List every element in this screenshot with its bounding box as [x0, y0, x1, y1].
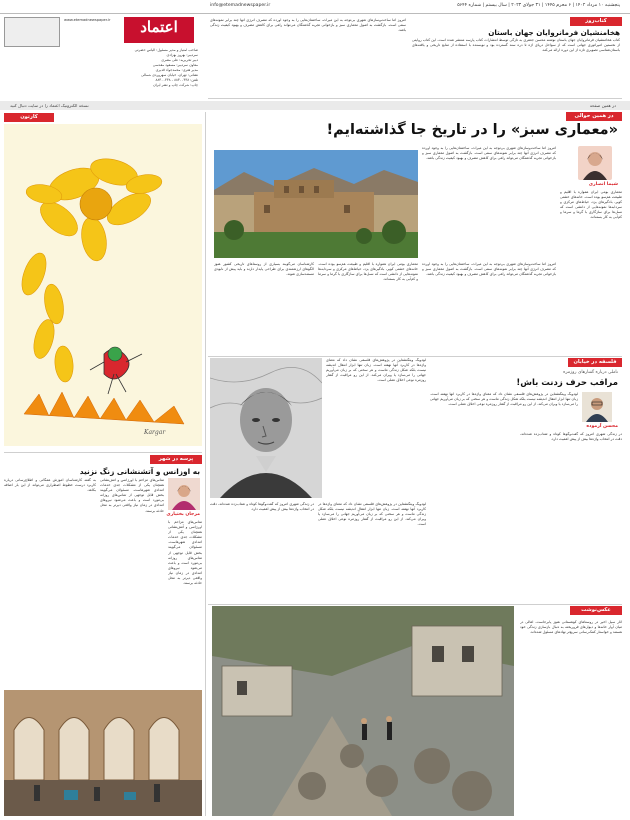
credit-line: دبیر تحریریه: علی مصری: [161, 58, 198, 62]
credit-line: معاون سردبیر: مسعود مقدسی: [152, 63, 198, 67]
newspaper-logo[interactable]: اعتماد: [140, 18, 178, 36]
credit-line: تلفن: ۸۸۳۰۰۴۳۸ - ۸۸۳۰۰۴۳۸: [155, 78, 198, 82]
cartoon-signature: Kargar: [144, 429, 166, 436]
top-bar: [0, 0, 630, 14]
column-rule: [205, 112, 206, 816]
photo-story-body: آثار سیل اخیر در روستاهای کوهستانی هنوز پابرجاست. اهالی در میان آوار خانه‌ها و دیوارهای فروریخته به دنبال بازسازی زندگی خود هستند و خواستار کمک‌رسانی سریع‌تر نهادهای مسئول شده‌اند.: [520, 620, 622, 635]
columnist-photo: [582, 392, 612, 422]
front-page-thumbnail[interactable]: [4, 17, 60, 47]
feature-body-4: معماری بومی ایران همواره با اقلیم و طبیعت هم‌سو بوده است. خانه‌های خشتی کویر، بادگیرهای یزد، حیاط‌های مرکزی و سردابه‌ها نمونه‌هایی از دانشی است که نسل‌ها برای سازگاری با گرما و سرما و کم‌آبی به کار بسته‌اند.: [318, 262, 418, 282]
issue-date: پنجشنبه ۱۰ مرداد ۱۴۰۲ | ۶ محرم ۱۴۴۵ | ۳۱ جولای ۲۰۲۳ | سال بیستم | شماره ۵۶۴۴: [457, 3, 620, 8]
issue-bar: [0, 101, 630, 110]
credit-line: سردبیر: بهروز بهزادی: [166, 53, 198, 57]
divider: [4, 452, 202, 453]
flood-photo: [212, 606, 514, 816]
feature-tag: در همین حوالی: [566, 112, 622, 121]
column-body-4: در زندگی شهری امروز که گفت‌وگوها کوتاه و شتاب‌زده شده‌اند، دقت در انتخاب واژه‌ها بیش از پیش اهمیت دارد.: [210, 502, 314, 512]
column-author: محسن آزموده: [586, 424, 618, 429]
column-kicker: تاملی درباره گفتارهای روزمره: [563, 370, 618, 375]
city-author-photo: [168, 478, 200, 510]
photo-story-tag: عکس‌نوشت: [570, 606, 622, 615]
email-link[interactable]: info@etemadnewspaper.ir: [210, 3, 271, 8]
portrait-photo: [210, 358, 322, 498]
website-link[interactable]: www.etemadnewspaper.ir: [64, 18, 111, 22]
author-portrait: [578, 146, 612, 180]
credit-line: چاپ: شرکت چاپ و نشر ایران: [153, 83, 198, 87]
column-body-3: لودویگ ویتگنشتاین در پژوهش‌های فلسفی نشان داد که معنای واژه‌ها در کاربرد آنها نهفته است. زبان تنها ابزار انتقال اندیشه نیست بلکه شکل زندگی ماست و هر سخنی که بر زبان می‌آوریم جهانی را می‌سازد یا ویران می‌کند. از این رو مراقبت از گفتار روزمره نوعی اخلاق عملی است.: [326, 358, 426, 383]
masthead: [0, 14, 200, 100]
city-tag: پرسه در شهر: [150, 455, 202, 464]
feature-body-2: امروز اما ساخت‌وسازهای شهری بی‌توجه به این میراث، ساختمان‌هایی را به وجود آورده که مصرف انرژی آنها چند برابر نمونه‌های سنتی است. بازگشت به اصول معماری سبز و بازخوانی تجربه گذشتگان می‌تواند راهی برای کاهش مصرف و بهبود کیفیت زندگی باشد.: [422, 146, 556, 161]
wittgenstein-portrait: [210, 358, 322, 498]
city-body: تماس‌های مزاحم با اورژانس و آتش‌نشانی همچنان یکی از مشکلات جدی خدمات امدادی شهرهاست. مسئولان می‌گویند بخش قابل توجهی از تماس‌های روزانه بی‌مورد است و باعث می‌شود نیروهای امدادی در زمان نیاز واقعی دیرتر به محل حادثه برسند.: [100, 478, 164, 513]
city-body-2: به گفته کارشناسان آموزش همگانی و اطلاع‌رسانی درباره کاربرد درست خطوط اضطراری می‌تواند از این بار اضافه بکاهد.: [4, 478, 96, 493]
credit-line: نشانی: تهران، خیابان سهروردی شمالی: [141, 73, 198, 77]
divider: [208, 604, 622, 605]
issue-bar-right: در همین صفحه: [589, 103, 616, 108]
masthead-credits: [64, 48, 198, 88]
column-tag: فلسفه در خیابان: [568, 358, 622, 367]
bazaar-arches-photo: [4, 690, 202, 816]
feature-headline: «معماری سبز» را در تاریخ جا گذاشته‌ایم!: [326, 122, 618, 138]
city-body-3: تماس‌های مزاحم با اورژانس و آتش‌نشانی همچنان یکی از مشکلات جدی خدمات امدادی شهرهاست. مسئولان می‌گویند بخش قابل توجهی از تماس‌های روزانه بی‌مورد است و باعث می‌شود نیروهای امدادی در زمان نیاز واقعی دیرتر به محل حادثه برسند.: [168, 520, 202, 586]
column-headline: مراقب حرف زدنت باش!: [516, 378, 618, 388]
feature-body-5: امروز اما ساخت‌وسازهای شهری بی‌توجه به این میراث، ساختمان‌هایی را به وجود آورده که مصرف انرژی آنها چند برابر نمونه‌های سنتی است. بازگشت به اصول معماری سبز و بازخوانی تجربه گذشتگان می‌تواند راهی برای کاهش مصرف و بهبود کیفیت زندگی باشد.: [422, 262, 556, 277]
city-headline: به اوزانس و آتشنشانی زنگ نزنید: [79, 467, 200, 476]
column-body: لودویگ ویتگنشتاین در پژوهش‌های فلسفی نشان داد که معنای واژه‌ها در کاربرد آنها نهفته است. زبان تنها ابزار انتقال اندیشه نیست بلکه شکل زندگی ماست و هر سخنی که بر زبان می‌آوریم جهانی را می‌سازد یا ویران می‌کند. از این رو مراقبت از گفتار روزمره نوعی اخلاق عملی است.: [430, 392, 578, 407]
issue-bar-left: نسخه الکترونیک اعتماد را در سایت دنبال کنید: [10, 103, 89, 108]
divider: [208, 98, 622, 99]
credit-line: مدیر هنری: محمدجواد قدیری: [155, 68, 198, 72]
credit-line: صاحب امتیاز و مدیر مسئول: الیاس حضرتی: [134, 48, 198, 52]
feature-body-3: کارشناسان می‌گویند بسیاری از روستاهای تاریخی کشور هنوز الگوهای ارزشمندی برای طراحی پایدار دارند و باید پیش از نابودی مستندسازی شوند.: [214, 262, 314, 277]
column-text-top: امروز اما ساخت‌وسازهای شهری بی‌توجه به این میراث، ساختمان‌هایی را به وجود آورده که مصرف انرژی آنها چند برابر نمونه‌های سنتی است. بازگشت به اصول معماری سبز و بازخوانی تجربه گذشتگان می‌تواند راهی برای کاهش مصرف و بهبود کیفیت زندگی باشد.: [210, 18, 406, 33]
sunflower-drawing: [4, 124, 202, 446]
columnist-portrait: [582, 392, 612, 422]
column-body-2: در زندگی شهری امروز که گفت‌وگوها کوتاه و شتاب‌زده شده‌اند، دقت در انتخاب واژه‌ها بیش از پیش اهمیت دارد.: [520, 432, 622, 442]
book-headline: هخامنشیان فرمانروایان جهان باستان: [488, 28, 620, 37]
desert-village-photo: [214, 150, 418, 258]
feature-author: شیما انصاری: [588, 182, 618, 187]
divider: [208, 356, 622, 357]
cartoon-tag: کارتون: [4, 113, 54, 122]
column-body-5: لودویگ ویتگنشتاین در پژوهش‌های فلسفی نشان داد که معنای واژه‌ها در کاربرد آنها نهفته است. زبان تنها ابزار انتقال اندیشه نیست بلکه شکل زندگی ماست و هر سخنی که بر زبان می‌آوریم جهانی را می‌سازد یا ویران می‌کند. از این رو مراقبت از گفتار روزمره نوعی اخلاق عملی است.: [318, 502, 426, 527]
book-tag: کتاب‌روز: [570, 17, 622, 26]
feature-photo: [214, 150, 418, 258]
book-body: کتاب هخامنشیان فرمانروایان جهان باستان نوشته محسن جعفری به تازگی توسط انتشارات کتاب پارسه منتشر شده است. این کتاب روایتی از نخستین امپراتوری جهانی است که از سواحل دریای اژه تا دره سند گسترده بود و نویسنده با استفاده از منابع تاریخی و یافته‌های باستان‌شناسی تصویری تازه از این دوره ارائه می‌کند.: [412, 38, 620, 53]
city-author: مرجان بختیاری: [166, 512, 200, 517]
flood-damage-photo: [212, 606, 514, 816]
city-author-portrait: [168, 478, 200, 510]
cartoon-illustration: [4, 124, 202, 446]
feature-body-1: معماری بومی ایران همواره با اقلیم و طبیعت هم‌سو بوده است. خانه‌های خشتی کویر، بادگیرهای یزد، حیاط‌های مرکزی و سردابه‌ها نمونه‌هایی از دانشی است که نسل‌ها برای سازگاری با گرما و سرما و کم‌آبی به کار بسته‌اند.: [560, 190, 622, 220]
author-photo: [578, 146, 612, 180]
bazaar-photo: [4, 690, 202, 816]
